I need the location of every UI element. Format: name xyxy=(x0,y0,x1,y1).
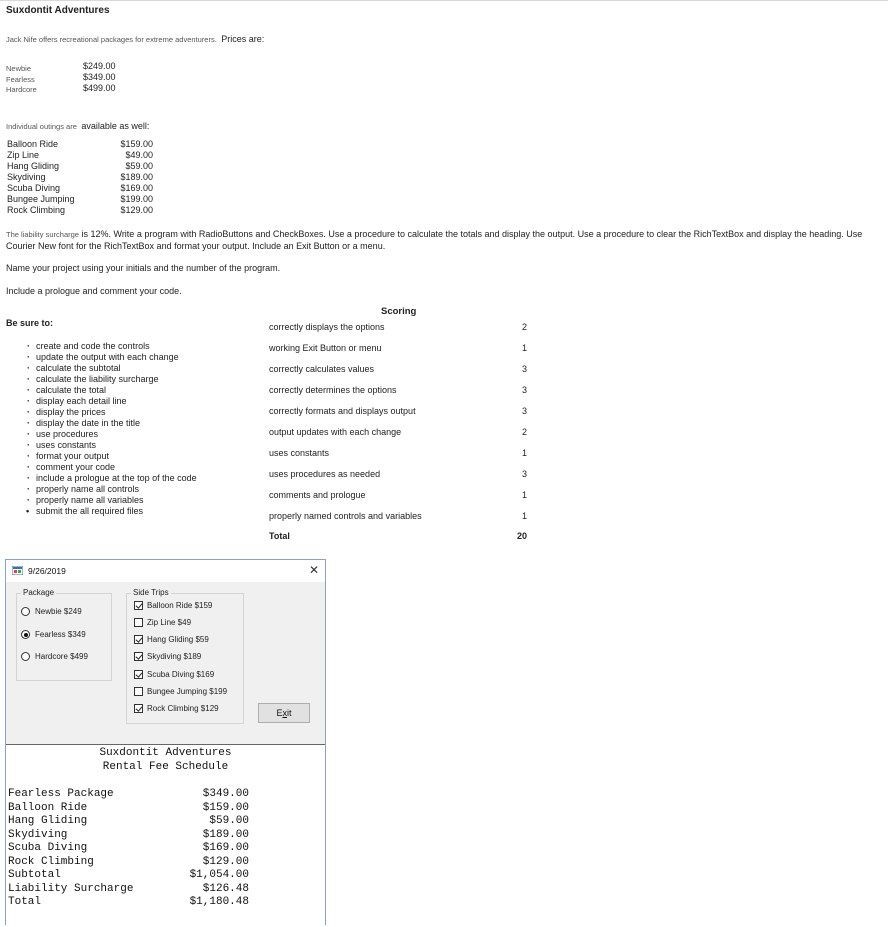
name-project-instruction: Name your project using your initials and the number of the program. xyxy=(6,263,281,273)
score-label: uses constants xyxy=(269,448,330,458)
score-row xyxy=(269,490,527,502)
checkbox-scuba-diving[interactable] xyxy=(134,670,214,679)
exit-button[interactable] xyxy=(258,703,310,723)
score-points: 1 xyxy=(521,448,527,458)
score-total-points: 20 xyxy=(516,531,527,541)
outing-price: $59.00 xyxy=(125,161,153,171)
package-prices xyxy=(83,61,116,94)
output-richtextbox[interactable] xyxy=(6,744,325,927)
score-row xyxy=(269,448,527,460)
list-item: · display each detail line xyxy=(24,396,197,407)
list-item: · update the output with each change xyxy=(24,352,197,363)
app-icon xyxy=(12,566,23,575)
list-item: · use procedures xyxy=(24,429,197,440)
outing-name: Skydiving xyxy=(7,172,46,182)
score-points: 1 xyxy=(521,343,527,353)
output-line-amount: $189.00 xyxy=(202,828,249,841)
checkbox[interactable] xyxy=(134,670,143,679)
output-line-amount: $129.00 xyxy=(202,855,249,868)
outings-intro-small: Individual outings are xyxy=(6,122,77,131)
list-item: · uses constants xyxy=(24,440,197,451)
output-line-label: Scuba Diving xyxy=(8,842,88,854)
outing-names xyxy=(7,139,75,216)
outing-price: $49.00 xyxy=(125,150,153,160)
list-item: · calculate the subtotal xyxy=(24,363,197,374)
radio-newbie[interactable] xyxy=(21,607,82,616)
score-points: 3 xyxy=(521,406,527,416)
outing-price: $169.00 xyxy=(120,183,153,193)
outings-intro-normal: available as well: xyxy=(81,121,150,131)
checkbox[interactable] xyxy=(134,704,143,713)
checkbox[interactable] xyxy=(134,687,143,696)
score-label: correctly displays the options xyxy=(269,322,385,332)
window-titlebar xyxy=(6,560,325,582)
output-labels xyxy=(8,788,133,910)
package-name: Fearless xyxy=(6,74,35,84)
checkbox-label: Bungee Jumping $199 xyxy=(147,687,228,696)
list-item: · properly name all controls xyxy=(24,484,197,495)
list-item: · format your output xyxy=(24,451,197,462)
checkbox[interactable] xyxy=(134,635,143,644)
exit-label-mnemonic: x xyxy=(282,708,287,718)
side-trips-group xyxy=(126,588,244,724)
document-title: Suxdontit Adventures xyxy=(6,5,110,16)
score-label: uses procedures as needed xyxy=(269,469,381,479)
top-divider xyxy=(0,0,888,1)
score-row xyxy=(269,322,527,334)
side-trips-group-title: Side Trips xyxy=(133,588,169,597)
score-row xyxy=(269,469,527,481)
package-name: Hardcore xyxy=(6,85,37,94)
radio-button[interactable] xyxy=(21,630,30,639)
list-item: · display the date in the title xyxy=(24,418,197,429)
package-price: $349.00 xyxy=(83,72,116,82)
radio-fearless[interactable] xyxy=(21,630,86,639)
checkbox-label: Hang Gliding $59 xyxy=(147,635,209,644)
list-item: • submit the all required files xyxy=(24,506,197,517)
output-line-amount: $159.00 xyxy=(202,801,249,814)
output-line-label: Liability Surcharge xyxy=(8,882,134,895)
outing-price: $129.00 xyxy=(120,205,153,215)
checkbox-bungee-jumping[interactable] xyxy=(134,687,227,696)
outing-name: Bungee Jumping xyxy=(7,194,75,204)
checkbox[interactable] xyxy=(134,652,143,661)
output-heading-line: Suxdontit Adventures xyxy=(99,747,232,759)
outing-price: $159.00 xyxy=(120,139,153,149)
output-line-label: Balloon Ride xyxy=(8,801,88,814)
app-window xyxy=(5,559,326,925)
outing-price: $199.00 xyxy=(120,194,153,204)
outing-name: Hang Gliding xyxy=(7,161,60,171)
list-item: · calculate the total xyxy=(24,385,197,396)
score-label: correctly formats and displays output xyxy=(269,406,416,416)
radio-button[interactable] xyxy=(21,652,30,661)
score-points: 2 xyxy=(521,322,527,332)
output-line-label: Total xyxy=(8,896,42,908)
package-group-title: Package xyxy=(23,588,55,597)
checkbox-hang-gliding[interactable] xyxy=(134,635,209,644)
checkbox-rock-climbing[interactable] xyxy=(134,704,219,713)
score-row xyxy=(269,406,527,418)
score-row xyxy=(269,427,527,439)
radio-label: Hardcore $499 xyxy=(35,652,88,661)
outing-name: Zip Line xyxy=(7,150,40,160)
output-line-amount: $59.00 xyxy=(209,815,249,827)
output-heading-line: Rental Fee Schedule xyxy=(102,760,229,773)
score-points: 3 xyxy=(521,385,527,395)
scoring-heading: Scoring xyxy=(381,306,417,317)
list-item: · display the prices xyxy=(24,407,197,418)
outings-intro xyxy=(6,116,149,134)
outing-price: $189.00 xyxy=(120,172,153,182)
score-label: correctly determines the options xyxy=(269,385,397,395)
package-price: $249.00 xyxy=(83,61,116,71)
be-sure-heading: Be sure to: xyxy=(6,318,54,328)
radio-hardcore[interactable] xyxy=(21,652,88,661)
output-line-label: Hang Gliding xyxy=(8,815,88,827)
output-line-amount: $349.00 xyxy=(202,788,249,800)
score-label: working Exit Button or menu xyxy=(269,343,382,353)
output-line-label: Subtotal xyxy=(8,869,61,881)
instructions-paragraph xyxy=(6,229,876,252)
package-price: $499.00 xyxy=(83,83,116,93)
instructions-text: is 12%. Write a program with RadioButtons and CheckBoxes. Use a procedure to calculate the totals and display the output. Use a procedure to clear the RichTextBox and display the heading. Use Courier New font for the RichTextBox and format your output. Include an Exit Button or a menu. xyxy=(6,229,863,251)
surcharge-small-text: The liability surcharge xyxy=(6,230,79,239)
list-item: · create and code the controls xyxy=(24,341,197,352)
radio-label: Fearless $349 xyxy=(35,630,86,639)
checkbox-label: Rock Climbing $129 xyxy=(147,704,219,713)
output-line-label: Rock Climbing xyxy=(8,855,94,868)
list-item: · include a prologue at the top of the code xyxy=(24,473,197,484)
output-line-label: Skydiving xyxy=(8,828,68,841)
checkbox-balloon-ride[interactable] xyxy=(134,601,212,610)
outing-name: Balloon Ride xyxy=(7,139,59,149)
radio-label: Newbie $249 xyxy=(35,607,82,616)
outing-prices xyxy=(113,139,153,216)
output-line-amount: $1,054.00 xyxy=(189,869,249,881)
window-title: 9/26/2019 xyxy=(28,566,66,576)
checkbox-label: Balloon Ride $159 xyxy=(147,601,213,610)
prologue-instruction: Include a prologue and comment your code. xyxy=(6,286,182,296)
exit-label-prefix: E xyxy=(276,708,283,718)
outing-name: Rock Climbing xyxy=(7,205,66,215)
checkbox-label: Zip Line $49 xyxy=(147,618,192,627)
output-line-label: Fearless Package xyxy=(8,788,114,800)
intro-small-text: Jack Nife offers recreational packages for extreme adventurers. xyxy=(6,35,217,44)
checkbox-zip-line[interactable] xyxy=(134,618,191,627)
output-amounts xyxy=(156,788,249,910)
list-item: · properly name all variables xyxy=(24,495,197,506)
score-label: comments and prologue xyxy=(269,490,366,500)
score-row xyxy=(269,385,527,397)
score-row xyxy=(269,511,527,523)
package-name: Newbie xyxy=(6,64,32,73)
score-label: output updates with each change xyxy=(269,427,402,437)
score-total-row xyxy=(269,531,527,543)
score-row xyxy=(269,343,527,355)
intro-line xyxy=(6,29,264,47)
score-points: 3 xyxy=(521,364,527,374)
package-group xyxy=(16,588,112,681)
output-line-amount: $126.48 xyxy=(202,882,249,895)
score-points: 1 xyxy=(521,511,527,521)
score-points: 2 xyxy=(521,427,527,437)
score-label: correctly calculates values xyxy=(269,364,375,374)
score-row xyxy=(269,364,527,376)
checkbox[interactable] xyxy=(134,601,143,610)
checkbox-skydiving[interactable] xyxy=(134,652,201,661)
score-label: properly named controls and variables xyxy=(269,511,422,521)
checkbox-label: Skydiving $189 xyxy=(147,652,202,661)
radio-button[interactable] xyxy=(21,607,30,616)
outing-name: Scuba Diving xyxy=(7,183,61,193)
list-item: · calculate the liability surcharge xyxy=(24,374,197,385)
score-points: 3 xyxy=(521,469,527,479)
checkbox-label: Scuba Diving $169 xyxy=(147,670,215,679)
list-item: · comment your code xyxy=(24,462,197,473)
checkbox[interactable] xyxy=(134,618,143,627)
output-line-amount: $169.00 xyxy=(202,842,249,854)
requirements-checklist xyxy=(24,341,197,517)
exit-label-suffix: it xyxy=(287,708,292,718)
score-points: 1 xyxy=(521,490,527,500)
intro-normal-text: Prices are: xyxy=(221,34,265,44)
package-names xyxy=(6,64,37,96)
output-line-amount: $1,180.48 xyxy=(189,896,249,908)
output-heading xyxy=(6,747,325,774)
score-total-label: Total xyxy=(269,531,290,541)
close-icon[interactable]: ✕ xyxy=(308,563,319,577)
